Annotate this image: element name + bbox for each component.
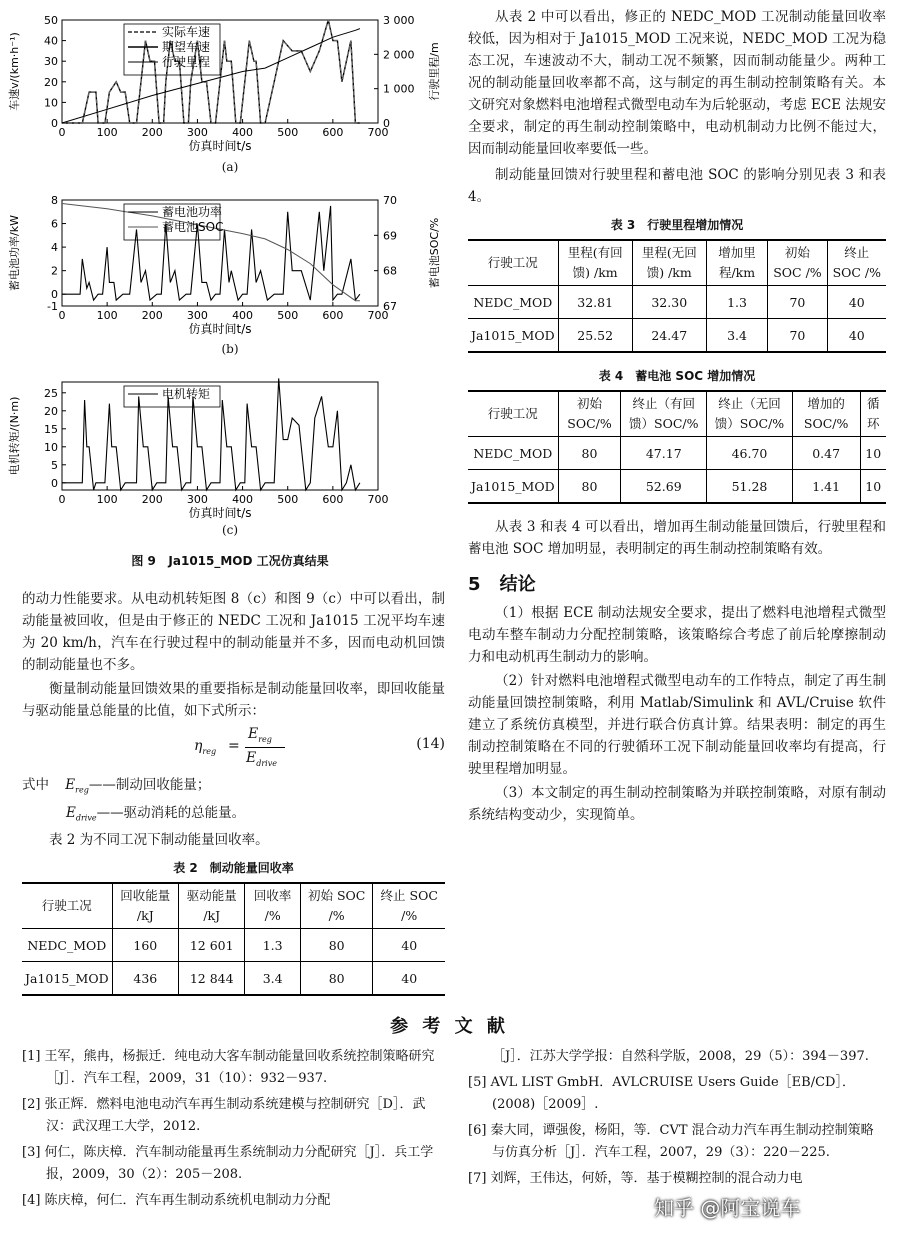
legend-label: 期望车速 [162,40,211,54]
table4-cell: 80 [558,470,621,504]
y-tick-label: -1 [47,300,58,313]
x-tick-label: 0 [58,493,66,506]
x-tick-label: 200 [141,126,163,139]
table2-cell: 436 [112,962,178,996]
table3-header-cell: 行驶工况 [468,240,558,286]
table2-header-cell: 回收能量 /kJ [112,883,178,929]
table2-header-cell: 初始 SOC /% [300,883,373,929]
table4-cell: 1.41 [792,470,860,504]
legend-label: 行驶里程 [162,55,211,69]
table3-cell: 70 [768,286,827,319]
table4-cell: 0.47 [792,437,860,470]
table3-row [468,286,886,319]
reference-item: [3] 何仁，陈庆樟．汽车制动能量再生系统制动力分配研究［J］．兵工学报，2009，30（2）：205－208. [22,1145,434,1182]
table3-header-cell: 终止 SOC /% [827,240,886,286]
figure-9 [0,0,455,580]
table4-cell: 10 [860,470,886,504]
eq-equals: = [228,738,240,754]
equation-14 [22,724,445,774]
references-left [22,1046,445,1216]
x-tick-label: 100 [96,493,118,506]
table4-cell: 51.28 [707,470,793,504]
conclusion-2: （2）针对燃料电池增程式微型电动车的工作特点，制定了再生制动能量回馈控制策略，利用 Matlab/Simulink 和 AVL/Cruise 软件建立了系统仿真模型，并进行联合仿真计算。结果表明：制定的再生制动控制策略在不同的行驶循环工况下制动能量回收率均有提高，行驶里程增加明显。 [468,673,886,777]
table4-cell: NEDC_MOD [468,437,558,470]
eq-denominator [246,750,277,768]
conclusion-3: （3）本文制定的再生制动控制策略为并联控制策略，对原有制动系统结构变动少，实现简单。 [468,785,886,823]
caption-text: Ja1015_MOD 工况仿真结果 [168,554,329,568]
x-tick-label: 400 [232,493,254,506]
table-3 [468,239,886,353]
x-tick-label: 700 [367,493,389,506]
chart-panel-a [0,0,455,175]
table3-cell: 40 [827,319,886,353]
x-tick-label: 200 [141,309,163,322]
legend-label: 蓄电池SOC [162,220,224,234]
y2-tick-label: 0 [383,117,390,130]
table4-cell: 47.17 [621,437,707,470]
table4-header-cell: 增加的 SOC/% [792,391,860,437]
table-2 [22,882,445,996]
table4-header-cell: 循环 [860,391,886,437]
x-tick-label: 500 [277,493,299,506]
where2-text: ——驱动消耗的总能量。 [96,804,246,821]
y-tick-label: 0 [51,117,58,130]
table3-cell: Ja1015_MOD [468,319,558,353]
x-tick-label: 300 [186,126,208,139]
table3-cell: 32.30 [632,286,706,319]
right-para-3: 从表 3 和表 4 可以看出，增加再生制动能量回馈后，行驶里程和蓄电池 SOC 增加明显，表明制定的再生制动控制策略有效。 [468,519,886,557]
conclusion-1: （1）根据 ECE 制动法规安全要求，提出了燃料电池增程式微型电动车整车制动力分配控制策略，该策略综合考虑了前后轮摩擦制动力和电动机再生制动力的影响。 [468,605,886,665]
x-tick-label: 300 [186,493,208,506]
reference-item: ［J］．江苏大学学报：自然科学版，2008，29（5）：394－397. [492,1049,869,1064]
y2-tick-label: 70 [383,194,397,207]
left-column [22,588,445,996]
caption-number: 图 9 [131,554,156,568]
table4-row [468,437,886,470]
table2-cell: 40 [373,962,445,996]
section-title: 结论 [499,574,536,595]
legend-label: 电机转矩 [162,387,211,401]
table3-row [468,319,886,353]
y2-tick-label: 68 [383,264,397,278]
table3-cell: 70 [768,319,827,353]
y2-tick-label: 2 000 [383,48,415,62]
table3-cell: NEDC_MOD [468,286,558,319]
table2-cell: 12 601 [179,929,245,962]
y-tick-label: 5 [51,458,58,472]
right-para-1: 从表 2 中可以看出，修正的 NEDC_MOD 工况制动能量回收率较低，因为相对于 Ja1015_MOD 工况来说，NEDC_MOD 工况为稳态工况，车速波动不大，制动工况不频繁，因而制动能量少。两种工况的制动能量回收率都不高，这与制定的再生制动控制策略有关。本文研究对象燃料电池增程式微型电动车为后轮驱动，考虑 ECE 法规安全要求，制定的再生制动控制策略中，电动机制动力比例不能过大，因而制动能量回收率要低一些。 [468,9,886,157]
where2-symbol [66,805,97,821]
x-tick-label: 200 [141,493,163,506]
left-para-1: 的动力性能要求。从电动机转矩图 8（c）和图 9（c）中可以看出，制动能量被回收，但是由于修正的 NEDC 工况和 Ja1015 工况平均车速为 20 km/h，汽车在行驶过程中的制动能量并不多，因而电动机回馈的制动能量也不多。 [22,591,445,673]
table-4 [468,390,886,504]
eq-num-symbol: E [248,726,259,742]
eq-numerator [248,726,272,744]
series-line-电机转矩 [62,378,360,490]
table3-header-cell: 增加里程/km [706,240,767,286]
y-tick-label: 25 [44,386,58,400]
x-tick-label: 600 [322,493,344,506]
table2-cell: NEDC_MOD [22,929,112,962]
y-tick-label: 6 [51,217,58,231]
table2-cell: 80 [300,929,373,962]
panel-a-label: (a) [221,160,239,174]
legend-label: 实际车速 [162,25,211,39]
references-right [468,1046,886,1194]
where2-sub: drive [75,813,97,823]
table3-cell: 1.3 [706,286,767,319]
chart-panel-c [0,362,455,537]
table4-header-cell: 行驶工况 [468,391,558,437]
left-para-2: 衡量制动能量回馈效果的重要指标是制动能量回收率，即回收能量与驱动能量总能量的比值，如下式所示： [22,681,445,719]
y-tick-label: 30 [44,55,58,69]
y2-tick-label: 1 000 [383,82,415,96]
y-tick-label: 20 [44,404,58,418]
table3-cell: 3.4 [706,319,767,353]
table2-cell: 80 [300,962,373,996]
x-tick-label: 700 [367,309,389,322]
x-tick-label: 300 [186,309,208,322]
right-para-2: 制动能量回馈对行驶里程和蓄电池 SOC 的影响分别见表 3 和表 4。 [468,167,886,205]
where-label: 式中 [22,777,49,793]
reference-item: [7] 刘辉，王伟达，何娇，等．基于模糊控制的混合动力电 [468,1171,803,1186]
eq-eta [194,738,216,756]
where1-sym: E [65,777,76,793]
y2-tick-label: 3 000 [383,14,415,27]
x-tick-label: 600 [322,309,344,322]
x-tick-label: 0 [58,126,66,139]
y-tick-label: 10 [44,96,58,110]
reference-item: [4] 陈庆樟，何仁．汽车再生制动系统机电制动力分配 [22,1193,331,1208]
y-tick-label: 8 [51,194,58,207]
y-tick-label: 40 [44,34,58,48]
table4-row [468,470,886,504]
y-axis-label: 蓄电池功率/kW [8,215,21,291]
y2-axis-label: 行驶里程/m [428,42,441,101]
x-tick-label: 600 [322,126,344,139]
table4-cell: Ja1015_MOD [468,470,558,504]
table4-header-cell: 初始 SOC/% [558,391,621,437]
eq-den-sub: drive [256,758,277,768]
where1-sub: reg [75,785,89,795]
x-tick-label: 0 [58,309,66,322]
table2-cell: 160 [112,929,178,962]
table3-header-cell: 初始 SOC /% [768,240,827,286]
chart-panel-b [0,180,455,355]
y2-tick-label: 69 [383,229,397,243]
table3-header-cell: 里程(无回馈) /km [632,240,706,286]
table2-header-cell: 行驶工况 [22,883,112,929]
x-tick-label: 100 [96,126,118,139]
table2-header-cell: 驱动能量 /kJ [179,883,245,929]
table3-cell: 40 [827,286,886,319]
watermark: 知乎 @阿宝说车 [654,1196,801,1220]
series-line-期望车速 [62,20,360,123]
where2-sym: E [66,804,76,821]
reference-item: [2] 张正辉．燃料电池电动汽车再生制动系统建模与控制研究［D］．武汉：武汉理工大学，2012. [22,1097,426,1134]
section-5-heading [468,570,886,596]
eq-eta-sub: reg [202,746,217,756]
right-column [468,6,886,828]
reference-item: [6] 秦大同，谭强俊，杨阳，等．CVT 混合动力汽车再生制动控制策略与仿真分析［J］．汽车工程，2007，29（3）：220－225. [468,1123,874,1160]
table2-caption: 表 2 制动能量回收率 [173,861,294,876]
table4-header-cell: 终止（无回馈）SOC/% [707,391,793,437]
table3-caption: 表 3 行驶里程增加情况 [610,218,744,232]
section-number: 5 [468,574,481,595]
y2-axis-label: 蓄电池SOC/% [428,217,441,289]
x-tick-label: 400 [232,309,254,322]
y-axis-label: 车速v/(km·h⁻¹) [8,32,21,111]
table4-caption: 表 4 蓄电池 SOC 增加情况 [598,369,756,383]
table3-cell: 32.81 [558,286,632,319]
table4-cell: 10 [860,437,886,470]
x-tick-label: 100 [96,309,118,322]
table2-header-cell: 终止 SOC /% [373,883,445,929]
table3-cell: 24.47 [632,319,706,353]
y-tick-label: 2 [51,264,58,278]
y-tick-label: 0 [51,476,58,490]
table2-header-cell: 回收率 /% [245,883,300,929]
eq-number: (14) [416,736,445,752]
table2-row [22,929,445,962]
y-tick-label: 50 [44,14,58,27]
x-tick-label: 500 [277,309,299,322]
where-clause-2 [22,802,445,830]
table4-cell: 46.70 [707,437,793,470]
legend-label: 蓄电池功率 [162,205,223,219]
table4-header-cell: 终止（有回馈）SOC/% [621,391,707,437]
eq-den-symbol: E [246,750,257,766]
table2-cell: 3.4 [245,962,300,996]
table4-cell: 52.69 [621,470,707,504]
where-clause [22,774,445,802]
y-tick-label: 4 [51,241,58,255]
eq-eta-symbol: η [194,738,203,754]
table2-cell: 12 844 [179,962,245,996]
where1-symbol [65,777,89,793]
x-axis-label: 仿真时间t/s [188,506,252,520]
where1-text: ——制动回收能量； [88,777,211,793]
left-para-3: 表 2 为不同工况下制动能量回收率。 [49,832,269,849]
y2-tick-label: 67 [383,300,397,313]
x-axis-label: 仿真时间t/s [188,139,252,153]
table2-cell: 1.3 [245,929,300,962]
reference-item: [5] AVL LIST GmbH．AVLCRUISE Users Guide［EB/CD］．(2008)［2009］. [468,1075,855,1112]
table2-cell: 40 [373,929,445,962]
table3-cell: 25.52 [558,319,632,353]
references-title: 参 考 文 献 [390,1016,509,1037]
x-tick-label: 700 [367,126,389,139]
figure-caption [100,552,360,569]
eq-num-sub: reg [258,734,272,744]
eq-fraction-bar [245,747,285,748]
y-tick-label: 0 [51,288,58,302]
y-tick-label: 20 [44,75,58,89]
y-axis-label: 电机转矩/(N·m) [8,396,21,476]
x-tick-label: 500 [277,126,299,139]
table2-cell: Ja1015_MOD [22,962,112,996]
x-tick-label: 400 [232,126,254,139]
table4-cell: 80 [558,437,621,470]
y-tick-label: 10 [44,440,58,454]
y-tick-label: 15 [44,422,58,436]
x-axis-label: 仿真时间t/s [188,322,252,336]
panel-c-label: (c) [221,523,239,537]
reference-item: [1] 王军，熊冉，杨振迁．纯电动大客车制动能量回收系统控制策略研究［J］．汽车工程，2009，31（10）：932－937. [22,1049,435,1086]
panel-b-label: (b) [221,342,239,356]
table2-row [22,962,445,996]
table3-header-cell: 里程(有回馈) /km [558,240,632,286]
